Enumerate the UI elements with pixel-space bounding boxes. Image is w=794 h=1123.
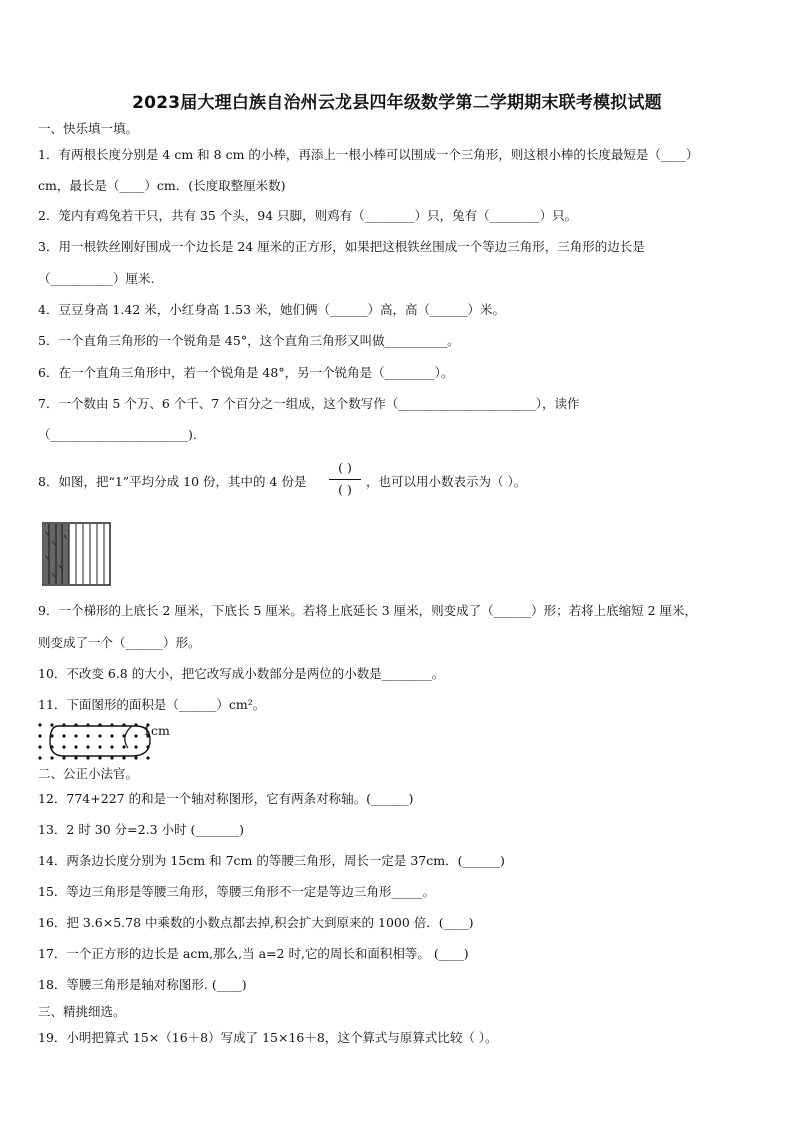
question-9-line-1: 9．一个梯形的上底长 2 厘米，下底长 5 厘米。若将上底延长 3 厘米，则变成了（______）形；若将上底缩短 2 厘米， [38,603,698,618]
question-4: 4．豆豆身高 1.42 米，小红身高 1.53 米，她们俩（______）高，高（______）米。 [38,302,506,317]
question-8-before: 8．如图，把“1”平均分成 10 份，其中的 4 份是 [38,474,307,489]
question-18: 18．等腰三角形是轴对称图形. (____) [38,977,247,992]
question-11: 11．下面图形的面积是（______）cm²。 [38,697,266,712]
fraction-denominator: ( ) [338,482,352,497]
question-10: 10．不改变 6.8 的大小，把它改写成小数部分是两位的小数是________。 [38,666,445,681]
section-heading-2: 二、公正小法官。 [38,766,139,781]
question-9-line-2: 则变成了一个（______）形。 [38,635,201,650]
question-13: 13．2 时 30 分=2.3 小时 (_______) [38,822,244,837]
page-title: 2023届大理白族自治州云龙县四年级数学第二学期期末联考模拟试题 [132,93,662,113]
section-heading-1: 一、快乐填一填。 [38,121,139,136]
section-heading-3: 三、精挑细选。 [38,1004,126,1019]
ten-strips-figure [42,521,112,587]
fraction-bar [329,479,361,480]
question-12: 12．774+227 的和是一个轴对称图形，它有两条对称轴。(______) [38,791,414,806]
question-16: 16．把 3.6×5.78 中乘数的小数点都去掉,积会扩大到原来的 1000 倍．(____) [38,915,474,930]
strip-dividers [76,524,104,584]
enclosed-shape-outline [50,726,150,756]
dot-grid-figure [36,722,156,762]
fraction-numerator: ( ) [338,460,352,475]
question-1-line-1: 1．有两根长度分别是 4 cm 和 8 cm 的小棒，再添上一根小棒可以围成一个三角形，则这根小棒的长度最短是（____） [38,147,699,162]
question-7-line-1: 7．一个数由 5 个万、6 个千、7 个百分之一组成，这个数写作（______________________），读作 [38,396,580,411]
question-5: 5．一个直角三角形的一个锐角是 45°，这个直角三角形又叫做__________。 [38,333,460,348]
question-8-fraction [329,460,361,500]
question-15: 15．等边三角形是等腰三角形，等腰三角形不一定是等边三角形_____。 [38,884,436,899]
question-1-line-2: cm，最长是（____）cm．(长度取整厘米数) [38,178,286,193]
question-6: 6．在一个直角三角形中，若一个锐角是 48°，另一个锐角是（________）。 [38,365,454,380]
question-8-after: ，也可以用小数表示为（ ）。 [366,474,527,489]
question-7-line-2: （______________________). [38,427,197,442]
question-3-line-1: 3．用一根铁丝刚好围成一个边长是 24 厘米的正方形，如果把这根铁丝围成一个等边三角形，三角形的边长是 [38,239,645,254]
unit-label: 1cm [143,723,170,738]
question-19: 19．小明把算式 15×（16＋8）写成了 15×16＋8，这个算式与原算式比较（ ）。 [38,1030,498,1045]
question-3-line-2: （__________）厘米. [38,271,155,286]
question-2: 2．笼内有鸡兔若干只，共有 35 个头，94 只脚，则鸡有（________）只，兔有（________）只。 [38,208,578,223]
inner-curve [125,726,132,748]
question-14: 14．两条边长度分别为 15cm 和 7cm 的等腰三角形，周长一定是 37cm．(______) [38,853,505,868]
question-17: 17．一个正方形的边长是 acm,那么,当 a=2 时,它的周长和面积相等。 (____) [38,946,469,961]
